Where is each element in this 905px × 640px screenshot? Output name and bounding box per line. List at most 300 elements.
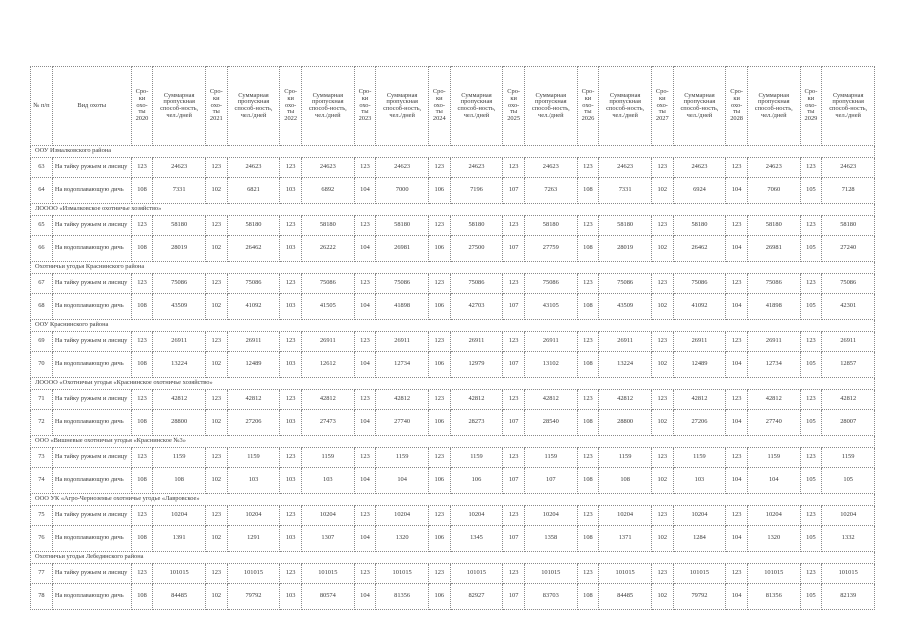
capacity-cell: 13224 — [153, 352, 205, 378]
column-header: Сро-ки охо-ты 2026 — [577, 67, 599, 146]
capacity-cell: 24623 — [450, 158, 502, 178]
season-days-cell: 105 — [800, 526, 822, 552]
season-days-cell: 123 — [428, 274, 450, 294]
capacity-cell: 1391 — [153, 526, 205, 552]
capacity-cell: 84485 — [153, 584, 205, 610]
capacity-cell: 13224 — [599, 352, 651, 378]
capacity-cell: 58180 — [153, 216, 205, 236]
table-row — [31, 236, 875, 262]
capacity-cell: 42812 — [525, 390, 577, 410]
capacity-cell: 10204 — [227, 506, 279, 526]
season-days-cell: 106 — [428, 526, 450, 552]
hunting-kind: На тайку ружьем и лисицу — [52, 506, 131, 526]
season-days-cell: 104 — [354, 410, 376, 436]
capacity-cell: 27740 — [748, 410, 800, 436]
hunting-kind: На тайку ружьем и лисицу — [52, 448, 131, 468]
season-days-cell: 123 — [651, 332, 673, 352]
capacity-cell: 26911 — [376, 332, 428, 352]
capacity-cell: 26911 — [673, 332, 725, 352]
table-row — [31, 506, 875, 526]
season-days-cell: 123 — [577, 448, 599, 468]
season-days-cell: 123 — [131, 158, 153, 178]
column-header: Суммарная пропускная способ-ность, чел./дней — [748, 67, 800, 146]
season-days-cell: 103 — [280, 236, 302, 262]
capacity-cell: 58180 — [822, 216, 875, 236]
hunting-kind: На водоплавающую дичь — [52, 526, 131, 552]
column-header: Сро-ки охо-ты 2020 — [131, 67, 153, 146]
season-days-cell: 107 — [503, 410, 525, 436]
capacity-cell: 107 — [525, 468, 577, 494]
row-number: 68 — [31, 294, 53, 320]
season-days-cell: 104 — [726, 236, 748, 262]
season-days-cell: 108 — [131, 584, 153, 610]
season-days-cell: 123 — [354, 216, 376, 236]
capacity-cell: 42812 — [748, 390, 800, 410]
season-days-cell: 108 — [131, 236, 153, 262]
season-days-cell: 107 — [503, 526, 525, 552]
capacity-cell: 81356 — [376, 584, 428, 610]
season-days-cell: 123 — [280, 390, 302, 410]
season-days-cell: 123 — [428, 564, 450, 584]
hunting-kind: На тайку ружьем и лисицу — [52, 158, 131, 178]
season-days-cell: 123 — [503, 332, 525, 352]
capacity-cell: 24623 — [748, 158, 800, 178]
season-days-cell: 123 — [651, 216, 673, 236]
season-days-cell: 123 — [726, 390, 748, 410]
capacity-cell: 75086 — [227, 274, 279, 294]
capacity-cell: 84485 — [599, 584, 651, 610]
hunting-kind: На водоплавающую дичь — [52, 410, 131, 436]
column-header: № п/п — [31, 67, 53, 146]
season-days-cell: 123 — [354, 332, 376, 352]
capacity-cell: 28019 — [153, 236, 205, 262]
capacity-cell: 101015 — [673, 564, 725, 584]
capacity-cell: 58180 — [302, 216, 354, 236]
capacity-cell: 27500 — [450, 236, 502, 262]
season-days-cell: 104 — [726, 468, 748, 494]
capacity-cell: 26911 — [822, 332, 875, 352]
season-days-cell: 108 — [577, 294, 599, 320]
row-number: 70 — [31, 352, 53, 378]
season-days-cell: 123 — [205, 390, 227, 410]
capacity-cell: 42812 — [376, 390, 428, 410]
capacity-cell: 41092 — [673, 294, 725, 320]
season-days-cell: 107 — [503, 468, 525, 494]
row-number: 65 — [31, 216, 53, 236]
season-days-cell: 123 — [577, 506, 599, 526]
season-days-cell: 123 — [503, 216, 525, 236]
capacity-cell: 24623 — [599, 158, 651, 178]
column-header: Суммарная пропускная способ-ность, чел./дней — [227, 67, 279, 146]
season-days-cell: 106 — [428, 294, 450, 320]
capacity-cell: 28800 — [599, 410, 651, 436]
season-days-cell: 123 — [651, 158, 673, 178]
capacity-cell: 24623 — [673, 158, 725, 178]
season-days-cell: 123 — [577, 390, 599, 410]
column-header: Суммарная пропускная способ-ность, чел./дней — [302, 67, 354, 146]
capacity-cell: 24623 — [153, 158, 205, 178]
season-days-cell: 108 — [577, 352, 599, 378]
section-row — [31, 146, 875, 158]
capacity-cell: 12979 — [450, 352, 502, 378]
hunting-kind: На водоплавающую дичь — [52, 468, 131, 494]
capacity-cell: 101015 — [822, 564, 875, 584]
column-header: Суммарная пропускная способ-ность, чел./дней — [822, 67, 875, 146]
season-days-cell: 102 — [205, 410, 227, 436]
capacity-cell: 28540 — [525, 410, 577, 436]
season-days-cell: 102 — [205, 468, 227, 494]
capacity-cell: 7196 — [450, 178, 502, 204]
capacity-cell: 12857 — [822, 352, 875, 378]
capacity-cell: 7060 — [748, 178, 800, 204]
capacity-cell: 101015 — [748, 564, 800, 584]
season-days-cell: 104 — [354, 178, 376, 204]
capacity-cell: 10204 — [153, 506, 205, 526]
capacity-cell: 1159 — [376, 448, 428, 468]
season-days-cell: 123 — [205, 506, 227, 526]
section-title: ООО «Вишневые охотничьи угодья «Краснинское №3» — [31, 436, 875, 448]
capacity-cell: 7263 — [525, 178, 577, 204]
capacity-cell: 28019 — [599, 236, 651, 262]
row-number: 72 — [31, 410, 53, 436]
season-days-cell: 123 — [800, 448, 822, 468]
row-number: 73 — [31, 448, 53, 468]
season-days-cell: 123 — [800, 390, 822, 410]
season-days-cell: 123 — [131, 564, 153, 584]
season-days-cell: 104 — [354, 468, 376, 494]
season-days-cell: 123 — [205, 216, 227, 236]
capacity-cell: 26911 — [599, 332, 651, 352]
capacity-cell: 103 — [227, 468, 279, 494]
column-header: Сро-ки охо-ты 2024 — [428, 67, 450, 146]
capacity-cell: 28007 — [822, 410, 875, 436]
season-days-cell: 104 — [726, 526, 748, 552]
season-days-cell: 123 — [577, 274, 599, 294]
season-days-cell: 123 — [726, 448, 748, 468]
season-days-cell: 123 — [428, 448, 450, 468]
season-days-cell: 104 — [354, 526, 376, 552]
table-body — [31, 146, 875, 610]
season-days-cell: 123 — [800, 274, 822, 294]
capacity-cell: 27759 — [525, 236, 577, 262]
season-days-cell: 108 — [577, 526, 599, 552]
season-days-cell: 102 — [205, 352, 227, 378]
capacity-cell: 1159 — [227, 448, 279, 468]
season-days-cell: 123 — [503, 506, 525, 526]
season-days-cell: 102 — [205, 584, 227, 610]
season-days-cell: 123 — [651, 564, 673, 584]
capacity-cell: 12489 — [673, 352, 725, 378]
table-row — [31, 178, 875, 204]
capacity-cell: 26222 — [302, 236, 354, 262]
capacity-cell: 58180 — [227, 216, 279, 236]
section-row — [31, 378, 875, 390]
table-row — [31, 448, 875, 468]
capacity-cell: 1159 — [748, 448, 800, 468]
season-days-cell: 102 — [651, 468, 673, 494]
capacity-cell: 1159 — [822, 448, 875, 468]
capacity-cell: 28800 — [153, 410, 205, 436]
capacity-cell: 24623 — [227, 158, 279, 178]
season-days-cell: 107 — [503, 584, 525, 610]
capacity-cell: 26911 — [227, 332, 279, 352]
season-days-cell: 123 — [800, 332, 822, 352]
season-days-cell: 123 — [800, 564, 822, 584]
capacity-cell: 79792 — [227, 584, 279, 610]
capacity-cell: 26981 — [376, 236, 428, 262]
season-days-cell: 123 — [205, 564, 227, 584]
capacity-cell: 42703 — [450, 294, 502, 320]
season-days-cell: 108 — [577, 178, 599, 204]
column-header: Суммарная пропускная способ-ность, чел./дней — [153, 67, 205, 146]
season-days-cell: 104 — [726, 352, 748, 378]
capacity-cell: 6821 — [227, 178, 279, 204]
capacity-cell: 27740 — [376, 410, 428, 436]
season-days-cell: 103 — [280, 352, 302, 378]
capacity-cell: 27206 — [227, 410, 279, 436]
season-days-cell: 123 — [131, 448, 153, 468]
season-days-cell: 104 — [726, 410, 748, 436]
hunting-kind: На тайку ружьем и лисицу — [52, 332, 131, 352]
hunting-kind: На тайку ружьем и лисицу — [52, 216, 131, 236]
capacity-cell: 12612 — [302, 352, 354, 378]
capacity-cell: 7331 — [153, 178, 205, 204]
season-days-cell: 105 — [800, 294, 822, 320]
table-row — [31, 410, 875, 436]
capacity-cell: 42812 — [227, 390, 279, 410]
season-days-cell: 123 — [280, 564, 302, 584]
capacity-cell: 26911 — [153, 332, 205, 352]
season-days-cell: 102 — [651, 584, 673, 610]
capacity-cell: 27473 — [302, 410, 354, 436]
row-number: 67 — [31, 274, 53, 294]
section-title: ООУ Измалковского района — [31, 146, 875, 158]
season-days-cell: 108 — [131, 410, 153, 436]
section-title: Охотничьи угодья Лебедянского района — [31, 552, 875, 564]
capacity-cell: 1358 — [525, 526, 577, 552]
section-row — [31, 262, 875, 274]
hunting-kind: На тайку ружьем и лисицу — [52, 564, 131, 584]
capacity-cell: 1320 — [748, 526, 800, 552]
season-days-cell: 106 — [428, 352, 450, 378]
season-days-cell: 123 — [428, 506, 450, 526]
season-days-cell: 106 — [428, 584, 450, 610]
capacity-cell: 10204 — [673, 506, 725, 526]
capacity-cell: 42812 — [450, 390, 502, 410]
capacity-cell: 41898 — [748, 294, 800, 320]
season-days-cell: 103 — [280, 410, 302, 436]
capacity-cell: 26911 — [450, 332, 502, 352]
column-header: Суммарная пропускная способ-ность, чел./дней — [599, 67, 651, 146]
capacity-cell: 82927 — [450, 584, 502, 610]
capacity-cell: 10204 — [376, 506, 428, 526]
season-days-cell: 123 — [577, 332, 599, 352]
table-row — [31, 332, 875, 352]
column-header: Сро-ки охо-ты 2025 — [503, 67, 525, 146]
season-days-cell: 104 — [354, 236, 376, 262]
hunting-capacity-table — [30, 66, 875, 610]
season-days-cell: 123 — [726, 332, 748, 352]
capacity-cell: 12734 — [748, 352, 800, 378]
capacity-cell: 42812 — [673, 390, 725, 410]
season-days-cell: 104 — [726, 294, 748, 320]
season-days-cell: 102 — [651, 526, 673, 552]
season-days-cell: 123 — [726, 564, 748, 584]
capacity-cell: 10204 — [822, 506, 875, 526]
table-row — [31, 584, 875, 610]
capacity-cell: 1159 — [525, 448, 577, 468]
capacity-cell: 58180 — [525, 216, 577, 236]
season-days-cell: 123 — [205, 274, 227, 294]
capacity-cell: 101015 — [376, 564, 428, 584]
capacity-cell: 101015 — [599, 564, 651, 584]
capacity-cell: 1307 — [302, 526, 354, 552]
capacity-cell: 1159 — [599, 448, 651, 468]
capacity-cell: 104 — [748, 468, 800, 494]
capacity-cell: 13102 — [525, 352, 577, 378]
season-days-cell: 102 — [651, 294, 673, 320]
capacity-cell: 101015 — [153, 564, 205, 584]
season-days-cell: 123 — [428, 216, 450, 236]
row-number: 76 — [31, 526, 53, 552]
capacity-cell: 108 — [153, 468, 205, 494]
capacity-cell: 28273 — [450, 410, 502, 436]
season-days-cell: 123 — [280, 332, 302, 352]
season-days-cell: 123 — [800, 506, 822, 526]
season-days-cell: 108 — [131, 178, 153, 204]
row-number: 74 — [31, 468, 53, 494]
season-days-cell: 105 — [800, 584, 822, 610]
season-days-cell: 123 — [503, 274, 525, 294]
capacity-cell: 81356 — [748, 584, 800, 610]
season-days-cell: 102 — [205, 526, 227, 552]
season-days-cell: 108 — [131, 526, 153, 552]
capacity-cell: 41505 — [302, 294, 354, 320]
capacity-cell: 75086 — [302, 274, 354, 294]
table-row — [31, 158, 875, 178]
hunting-kind: На тайку ружьем и лисицу — [52, 274, 131, 294]
season-days-cell: 123 — [428, 332, 450, 352]
capacity-cell: 75086 — [525, 274, 577, 294]
capacity-cell: 101015 — [302, 564, 354, 584]
season-days-cell: 123 — [503, 448, 525, 468]
season-days-cell: 123 — [280, 448, 302, 468]
capacity-cell: 1159 — [450, 448, 502, 468]
hunting-kind: На водоплавающую дичь — [52, 236, 131, 262]
season-days-cell: 123 — [131, 216, 153, 236]
capacity-cell: 26462 — [227, 236, 279, 262]
season-days-cell: 123 — [131, 506, 153, 526]
season-days-cell: 123 — [428, 158, 450, 178]
season-days-cell: 123 — [577, 158, 599, 178]
section-title: ЛОООО «Охотничьи угодья «Краснинское охотничье хозяйство» — [31, 378, 875, 390]
capacity-cell: 42812 — [599, 390, 651, 410]
season-days-cell: 123 — [205, 448, 227, 468]
season-days-cell: 123 — [800, 216, 822, 236]
section-title: ООУ Краснинского района — [31, 320, 875, 332]
capacity-cell: 26911 — [748, 332, 800, 352]
season-days-cell: 123 — [354, 158, 376, 178]
season-days-cell: 123 — [131, 274, 153, 294]
capacity-cell: 7128 — [822, 178, 875, 204]
season-days-cell: 123 — [726, 158, 748, 178]
capacity-cell: 105 — [822, 468, 875, 494]
season-days-cell: 108 — [131, 294, 153, 320]
capacity-cell: 103 — [673, 468, 725, 494]
season-days-cell: 103 — [280, 584, 302, 610]
section-title: ЛОООО «Измалковское охотничье хозяйство» — [31, 204, 875, 216]
season-days-cell: 106 — [428, 178, 450, 204]
season-days-cell: 102 — [205, 236, 227, 262]
season-days-cell: 104 — [354, 352, 376, 378]
season-days-cell: 123 — [726, 274, 748, 294]
hunting-kind: На водоплавающую дичь — [52, 352, 131, 378]
season-days-cell: 123 — [651, 448, 673, 468]
season-days-cell: 123 — [280, 506, 302, 526]
season-days-cell: 106 — [428, 410, 450, 436]
capacity-cell: 24623 — [302, 158, 354, 178]
season-days-cell: 104 — [726, 178, 748, 204]
capacity-cell: 42812 — [822, 390, 875, 410]
capacity-cell: 106 — [450, 468, 502, 494]
season-days-cell: 123 — [354, 506, 376, 526]
season-days-cell: 105 — [800, 352, 822, 378]
season-days-cell: 107 — [503, 294, 525, 320]
section-title: ООО УК «Агро-Черноземье охотничье угодье «Лавровское» — [31, 494, 875, 506]
column-header: Сро-ки охо-ты 2022 — [280, 67, 302, 146]
capacity-cell: 10204 — [748, 506, 800, 526]
capacity-cell: 26911 — [525, 332, 577, 352]
season-days-cell: 105 — [800, 178, 822, 204]
capacity-cell: 7000 — [376, 178, 428, 204]
capacity-cell: 101015 — [450, 564, 502, 584]
capacity-cell: 10204 — [302, 506, 354, 526]
season-days-cell: 123 — [205, 332, 227, 352]
capacity-cell: 41092 — [227, 294, 279, 320]
capacity-cell: 6924 — [673, 178, 725, 204]
capacity-cell: 42301 — [822, 294, 875, 320]
capacity-cell: 75086 — [673, 274, 725, 294]
season-days-cell: 123 — [205, 158, 227, 178]
row-number: 75 — [31, 506, 53, 526]
capacity-cell: 26981 — [748, 236, 800, 262]
capacity-cell: 75086 — [450, 274, 502, 294]
capacity-cell: 83703 — [525, 584, 577, 610]
column-header: Сро-ки охо-ты 2021 — [205, 67, 227, 146]
capacity-cell: 24623 — [376, 158, 428, 178]
season-days-cell: 102 — [651, 178, 673, 204]
season-days-cell: 123 — [800, 158, 822, 178]
capacity-cell: 58180 — [450, 216, 502, 236]
section-row — [31, 204, 875, 216]
capacity-cell: 1159 — [153, 448, 205, 468]
row-number: 66 — [31, 236, 53, 262]
season-days-cell: 123 — [577, 564, 599, 584]
season-days-cell: 104 — [726, 584, 748, 610]
capacity-cell: 75086 — [153, 274, 205, 294]
column-header: Суммарная пропускная способ-ность, чел./дней — [673, 67, 725, 146]
capacity-cell: 108 — [599, 468, 651, 494]
section-row — [31, 494, 875, 506]
season-days-cell: 123 — [651, 506, 673, 526]
hunting-kind: На водоплавающую дичь — [52, 178, 131, 204]
hunting-kind: На водоплавающую дичь — [52, 584, 131, 610]
season-days-cell: 108 — [131, 352, 153, 378]
capacity-cell: 75086 — [748, 274, 800, 294]
capacity-cell: 1159 — [302, 448, 354, 468]
season-days-cell: 108 — [131, 468, 153, 494]
season-days-cell: 123 — [503, 390, 525, 410]
